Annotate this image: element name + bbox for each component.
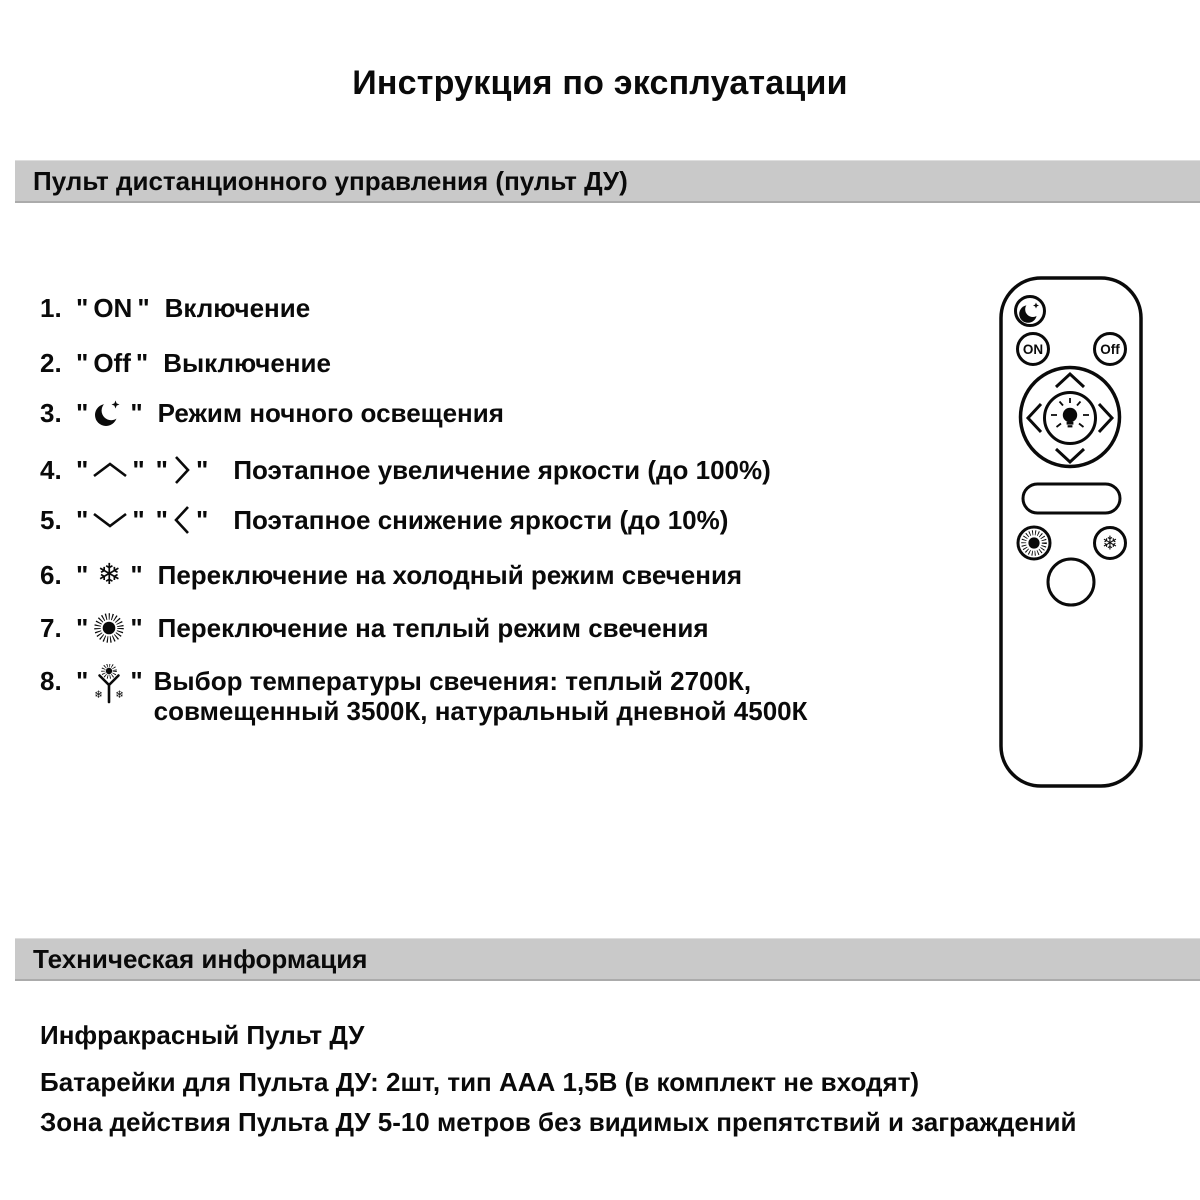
chevron-right-icon xyxy=(171,454,193,486)
night-mode-button xyxy=(1016,297,1045,326)
close-quote: " xyxy=(195,454,209,485)
snowflake-glyph: ❄ xyxy=(97,559,122,591)
tech-info-line: Инфракрасный Пульт ДУ xyxy=(40,1020,365,1050)
item-number: 8. xyxy=(40,666,62,696)
item-description: Режим ночного освещения xyxy=(157,397,504,428)
instruction-item-2 xyxy=(40,349,331,377)
item-description: Поэтапное увеличение яркости (до 100%) xyxy=(233,454,771,485)
scene-pill-button xyxy=(1023,484,1120,513)
off-button xyxy=(1095,334,1126,365)
crescent-moon-icon xyxy=(91,397,127,429)
instruction-item-7 xyxy=(40,614,709,642)
instruction-item-4 xyxy=(40,456,771,484)
close-quote: " xyxy=(130,666,143,696)
open-quote: " xyxy=(76,559,89,590)
brightness-navigation-pad xyxy=(1021,368,1120,467)
open-quote: " xyxy=(76,504,89,535)
open-quote: " xyxy=(76,397,89,428)
open-quote: " xyxy=(76,292,89,323)
remote-control-illustration xyxy=(995,275,1148,790)
open-quote: " xyxy=(76,454,89,485)
close-quote: " xyxy=(195,504,209,535)
item-number: 6. xyxy=(40,559,62,590)
open-quote: " xyxy=(76,612,89,643)
instruction-item-8 xyxy=(40,666,807,726)
item-number: 7. xyxy=(40,612,62,643)
cold-mode-button xyxy=(1095,528,1126,559)
section-header-remote xyxy=(15,160,1200,203)
section-header-tech xyxy=(15,938,1200,981)
item-description: Переключение на теплый режим свечения xyxy=(157,612,709,643)
open-quote: " xyxy=(155,454,168,485)
warm-mode-button xyxy=(1018,527,1050,559)
close-quote: " xyxy=(132,454,145,485)
sun-icon xyxy=(91,610,127,646)
temperature-select-icon xyxy=(91,664,127,706)
instruction-item-6 xyxy=(40,561,742,589)
on-button xyxy=(1018,334,1049,365)
close-quote: " xyxy=(132,504,145,535)
item-number: 4. xyxy=(40,454,62,485)
page-title: Инструкция по эксплуатации xyxy=(352,64,848,102)
snowflake-icon: ❄ xyxy=(1102,532,1118,555)
item-number: 3. xyxy=(40,397,62,428)
item-description-line1: Выбор температуры свечения: теплый 2700К, xyxy=(153,666,752,696)
off-label: Off xyxy=(93,347,131,378)
on-label: ON xyxy=(93,292,133,323)
chevron-up-icon xyxy=(91,460,129,480)
temperature-select-button xyxy=(1048,559,1094,605)
open-quote: " xyxy=(76,347,89,378)
close-quote: " xyxy=(137,292,150,323)
item-description-line2: совмещенный 3500К, натуральный дневной 4500К xyxy=(153,696,808,726)
open-quote: " xyxy=(155,504,168,535)
instruction-item-5 xyxy=(40,506,728,534)
svg-text:Off: Off xyxy=(1100,342,1120,357)
chevron-down-icon xyxy=(91,510,129,530)
open-quote: " xyxy=(76,666,89,696)
item-number: 2. xyxy=(40,347,62,378)
item-description xyxy=(154,666,808,726)
item-description: Выключение xyxy=(163,347,331,378)
snowflake-icon xyxy=(91,561,127,589)
item-description: Поэтапное снижение яркости (до 10%) xyxy=(233,504,729,535)
instruction-item-1 xyxy=(40,294,310,322)
item-description: Включение xyxy=(164,292,311,323)
tech-info-line: Батарейки для Пульта ДУ: 2шт, тип ААА 1,5В (в комплект не входят) xyxy=(40,1067,920,1097)
svg-text:❄: ❄ xyxy=(94,689,104,701)
svg-text:❄: ❄ xyxy=(115,689,125,701)
close-quote: " xyxy=(130,559,143,590)
item-number: 5. xyxy=(40,504,62,535)
svg-text:ON: ON xyxy=(1022,342,1044,357)
close-quote: " xyxy=(130,612,143,643)
chevron-left-icon xyxy=(171,504,193,536)
tech-info-line: Зона действия Пульта ДУ 5-10 метров без видимых препятствий и заграждений xyxy=(40,1107,1077,1137)
item-description: Переключение на холодный режим свечения xyxy=(157,559,743,590)
section-header-tech-label: Техническая информация xyxy=(33,943,368,974)
item-number: 1. xyxy=(40,292,62,323)
sun-icon xyxy=(1028,537,1039,548)
close-quote: " xyxy=(135,347,149,378)
close-quote: " xyxy=(130,397,143,428)
instruction-item-3 xyxy=(40,399,504,427)
section-header-remote-label: Пульт дистанционного управления (пульт ДУ) xyxy=(33,165,628,196)
